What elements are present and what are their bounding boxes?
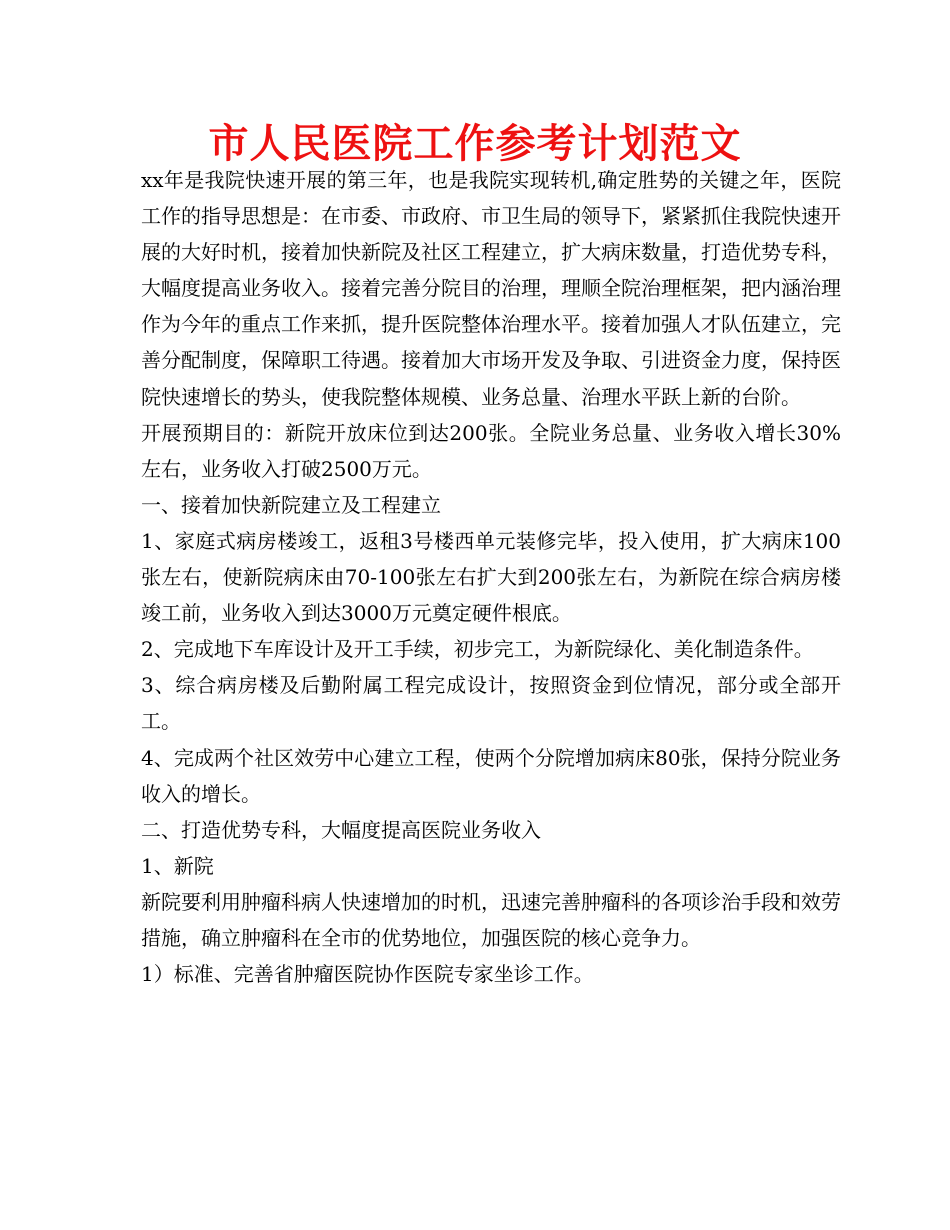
section-heading-2: 二、打造优势专科，大幅度提高医院业务收入 bbox=[141, 817, 541, 842]
subsection-heading: 1、新院 bbox=[141, 853, 214, 878]
list-item: 3、综合病房楼及后勤附属工程完成设计，按照资金到位情况，部分或全部开工。 bbox=[141, 673, 841, 734]
list-item: 2、完成地下车库设计及开工手续，初步完工，为新院绿化、美化制造条件。 bbox=[141, 637, 814, 662]
paragraph-goals: 开展预期目的：新院开放床位到达200张。全院业务总量、业务收入增长30%左右，业务收入打破2500万元。 bbox=[141, 420, 841, 481]
list-item: 4、完成两个社区效劳中心建立工程，使两个分院增加病床80张，保持分院业务收入的增长。 bbox=[141, 745, 841, 806]
list-item: 1、家庭式病房楼竣工，返租3号楼西单元装修完毕，投入使用，扩大病床100张左右，使新院病床由70-100张左右扩大到200张左右，为新院在综合病房楼竣工前，业务收入到达3000万元奠定硬件根底。 bbox=[141, 528, 841, 626]
paragraph-new-hospital: 新院要利用肿瘤科病人快速增加的时机，迅速完善肿瘤科的各项诊治手段和效劳措施，确立肿瘤科在全市的优势地位，加强医院的核心竞争力。 bbox=[141, 889, 841, 950]
document-body bbox=[141, 162, 841, 992]
section-heading-1: 一、接着加快新院建立及工程建立 bbox=[141, 492, 441, 517]
paragraph-intro: xx年是我院快速开展的第三年，也是我院实现转机,确定胜势的关键之年，医院工作的指导思想是：在市委、市政府、市卫生局的领导下，紧紧抓住我院快速开展的大好时机，接着加快新院及社区工程建立，扩大病床数量，打造优势专科，大幅度提高业务收入。接着完善分院目的治理，理顺全院治理框架，把内涵治理作为今年的重点工作来抓，提升医院整体治理水平。接着加强人才队伍建立，完善分配制度，保障职工待遇。接着加大市场开发及争取、引进资金力度，保持医院快速增长的势头，使我院整体规模、业务总量、治理水平跃上新的台阶。 bbox=[141, 168, 841, 409]
document-title: 市人民医院工作参考计划范文 bbox=[208, 121, 742, 167]
list-item: 1）标准、完善省肿瘤医院协作医院专家坐诊工作。 bbox=[141, 962, 594, 987]
